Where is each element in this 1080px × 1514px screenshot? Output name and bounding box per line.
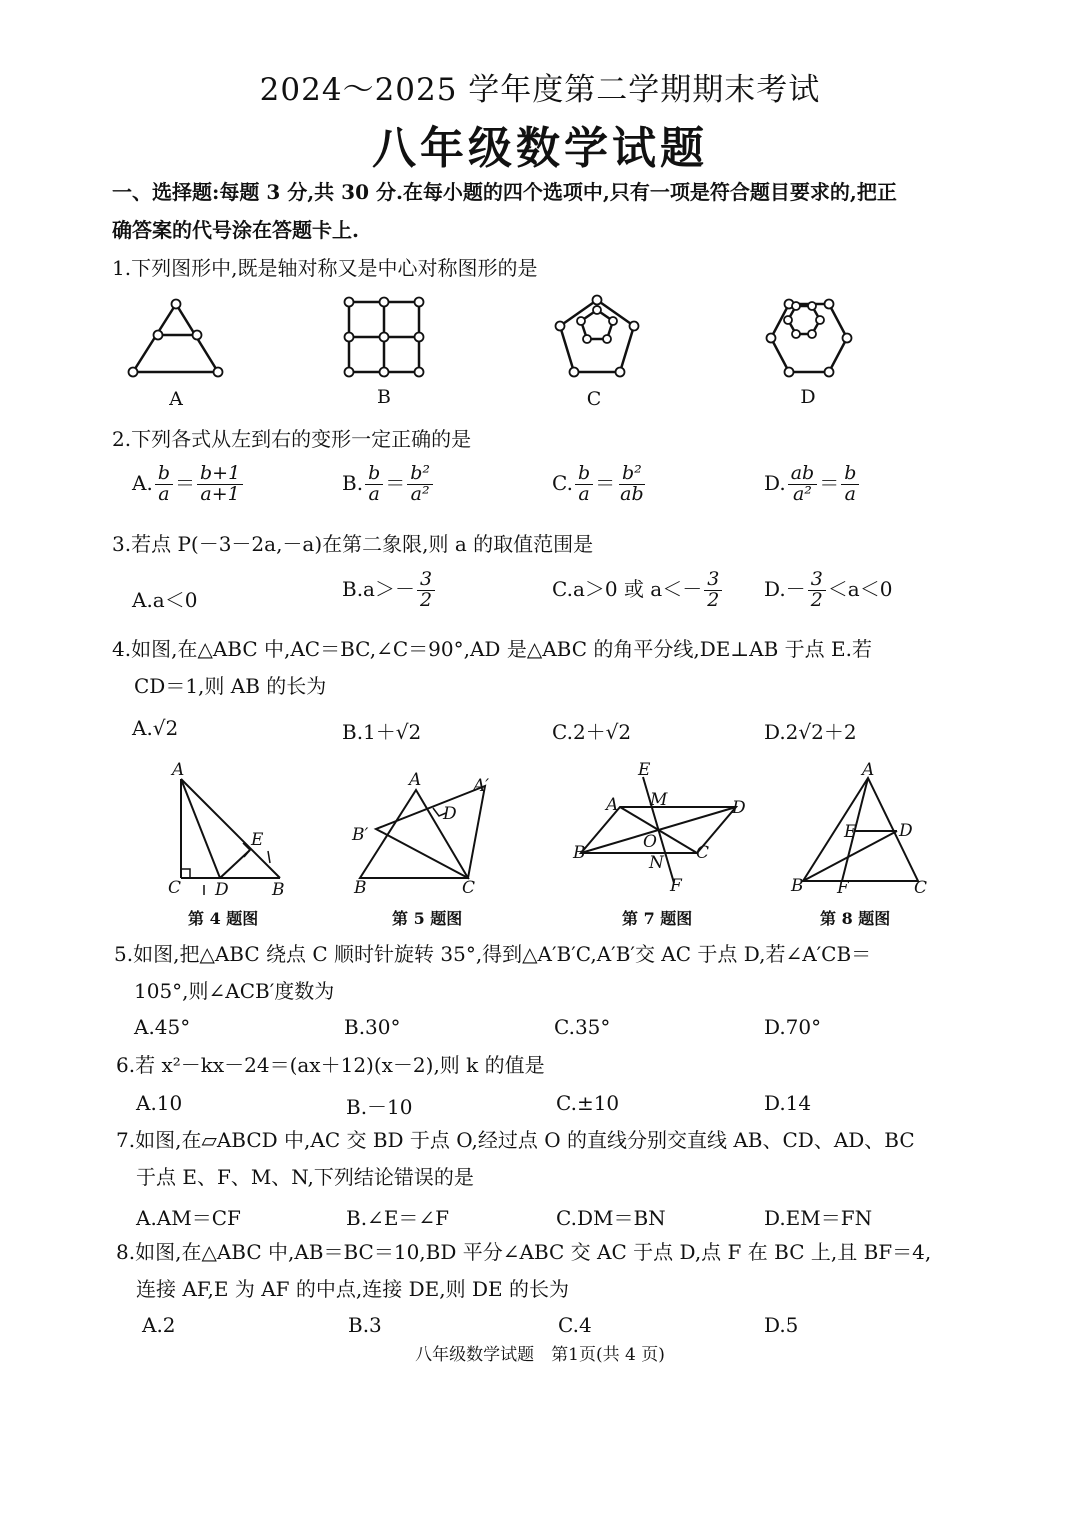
fig4-label-b: B [272, 880, 285, 900]
q4-option-c: C.2＋√2 [552, 720, 632, 744]
q8-stem-line2: 连接 AF,E 为 AF 的中点,连接 DE,则 DE 的长为 [136, 1277, 569, 1301]
q5-option-a: A.45° [134, 1015, 191, 1039]
q8-option-c: C.4 [558, 1313, 592, 1337]
q2-option-b: B. $\frac{b}{a}$ ＝ $\frac{\text{b²}}{\text{a²}}$ [342, 464, 435, 505]
page-footer: 八年级数学试题 第1页(共 4 页) [415, 1345, 665, 1365]
q1-figure-b [345, 298, 424, 377]
q6-option-c: C.±10 [556, 1091, 620, 1115]
q1-stem: 1.下列图形中,既是轴对称又是中心对称图形的是 [112, 256, 538, 280]
fig7-label-n: N [649, 853, 664, 873]
q5-option-b: B.30° [344, 1015, 401, 1039]
fig8-label-c: C [914, 878, 928, 898]
section-heading-line1: 一、选择题:每题 3 分,共 30 分.在每小题的四个选项中,只有一项是符合题目要求的,把正 [112, 180, 897, 204]
q1-figure-a [129, 300, 223, 377]
q2-option-d: D. $\frac{ab}{\text{a²}}$ ＝ $\frac{b}{a}$ [764, 464, 861, 505]
q1-label-a: A [169, 388, 183, 410]
q3-option-a: A.a＜0 [132, 588, 198, 612]
q7-option-a: A.AM＝CF [136, 1206, 241, 1230]
fig7-label-e: E [638, 760, 651, 780]
fig5-label-a-prime: A′ [473, 776, 490, 796]
q6-stem: 6.若 x²－kx－24＝(ax＋12)(x－2),则 k 的值是 [116, 1053, 545, 1077]
fig8-label-f: F [837, 878, 849, 898]
fig5-label-d: D [443, 804, 457, 824]
q8-option-d: D.5 [764, 1313, 799, 1337]
q8-option-a: A.2 [142, 1313, 176, 1337]
q5-stem-line2: 105°,则∠ACB′度数为 [134, 979, 335, 1003]
q5-stem-line1: 5.如图,把△ABC 绕点 C 顺时针旋转 35°,得到△A′B′C,A′B′交 AC 于点 D,若∠A′CB＝ [114, 942, 872, 966]
q4-option-b: B.1＋√2 [342, 720, 422, 744]
q1-figure-c [556, 296, 639, 377]
q7-option-c: C.DM＝BN [556, 1206, 666, 1230]
fig7-label-o: O [643, 832, 657, 852]
q3-option-c: C.a＞0 或 a＜－ $\frac{3}{2}$ [552, 570, 724, 611]
q4-option-a: A.√2 [132, 716, 179, 740]
fig7-label-b: B [573, 843, 586, 863]
caption-fig4: 第 4 题图 [188, 909, 259, 928]
q2-stem: 2.下列各式从左到右的变形一定正确的是 [112, 427, 472, 451]
q2-option-c: C. $\frac{b}{a}$ ＝ $\frac{\text{b²}}{ab}$ [552, 462, 644, 505]
figure-q4 [181, 779, 280, 895]
q4-stem-line2: CD＝1,则 AB 的长为 [134, 674, 327, 698]
q3-option-d: D.－ $\frac{3}{2}$ ＜a＜0 [764, 568, 893, 611]
caption-fig7: 第 7 题图 [622, 909, 693, 928]
exam-title: 2024～2025 学年度第二学期期末考试 [259, 72, 821, 108]
fig5-label-b: B [354, 878, 367, 898]
caption-fig8: 第 8 题图 [820, 909, 891, 928]
q1-figures [120, 292, 940, 384]
caption-fig5: 第 5 题图 [392, 909, 463, 928]
fig8-label-e: E [844, 822, 857, 842]
q5-option-d: D.70° [764, 1015, 822, 1039]
q6-option-b: B.－10 [346, 1095, 413, 1119]
q5-option-c: C.35° [554, 1015, 611, 1039]
fig7-label-m: M [650, 790, 668, 810]
q1-label-b: B [377, 386, 391, 408]
q2-option-a: A. $\frac{b}{a}$ ＝ $\frac{b+1}{a+1}$ [132, 464, 245, 505]
q6-option-a: A.10 [136, 1091, 183, 1115]
q8-option-b: B.3 [348, 1313, 382, 1337]
q3-option-b: B.a＞－ $\frac{3}{2}$ [342, 570, 437, 611]
fig5-label-b-prime: B′ [352, 825, 369, 845]
q1-figure-d [767, 300, 852, 377]
q4-stem-line1: 4.如图,在△ABC 中,AC＝BC,∠C＝90°,AD 是△ABC 的角平分线,DE⊥AB 于点 E.若 [112, 637, 872, 661]
q8-stem-line1: 8.如图,在△ABC 中,AB＝BC＝10,BD 平分∠ABC 交 AC 于点 D,点 F 在 BC 上,且 BF＝4, [116, 1240, 932, 1264]
figure-q5 [360, 786, 485, 878]
fig8-label-d: D [899, 821, 913, 841]
fig4-label-e: E [251, 830, 264, 850]
fig7-label-f: F [670, 876, 682, 896]
fig7-label-c: C [696, 843, 710, 863]
q7-stem-line1: 7.如图,在▱ABCD 中,AC 交 BD 于点 O,经过点 O 的直线分别交直线 AB、CD、AD、BC [116, 1128, 915, 1152]
subject-title: 八年级数学试题 [372, 123, 708, 174]
geometry-figures [150, 755, 940, 905]
fig5-label-a: A [409, 770, 422, 790]
q3-stem: 3.若点 P(－3－2a,－a)在第二象限,则 a 的取值范围是 [112, 532, 594, 556]
fig4-label-a: A [172, 760, 185, 780]
fig7-label-d: D [732, 798, 746, 818]
fig5-label-c: C [462, 878, 476, 898]
q7-option-b: B.∠E＝∠F [346, 1206, 450, 1230]
fig4-label-c: C [168, 878, 182, 898]
q7-stem-line2: 于点 E、F、M、N,下列结论错误的是 [136, 1165, 474, 1189]
q1-label-c: C [586, 388, 602, 410]
fig8-label-b: B [791, 876, 804, 896]
q4-option-d: D.2√2＋2 [764, 720, 857, 744]
q7-option-d: D.EM＝FN [764, 1206, 873, 1230]
fig8-label-a: A [862, 760, 875, 780]
q6-option-d: D.14 [764, 1091, 812, 1115]
q1-label-d: D [800, 386, 816, 408]
fig7-label-a: A [606, 795, 619, 815]
section-heading-line2: 确答案的代号涂在答题卡上. [112, 218, 359, 242]
fig4-label-d: D [215, 880, 229, 900]
